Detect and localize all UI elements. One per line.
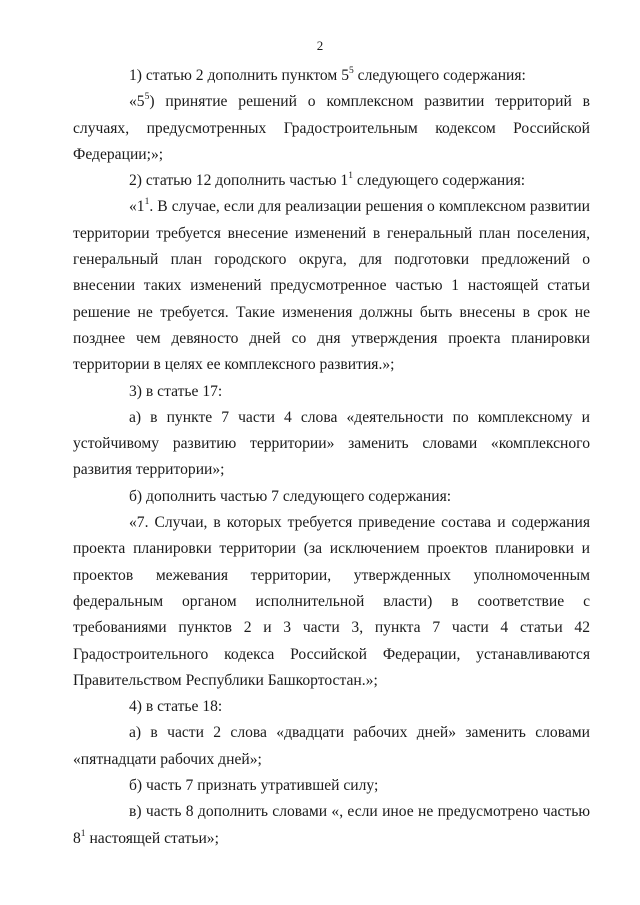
page-number: 2 <box>316 38 324 53</box>
paragraph-item-4c: в) часть 8 дополнить словами «, если иное не предусмотрено частью $8^1$ настоящей статьи»; <box>73 803 590 847</box>
paragraph-item-3: 3) в статье 17: <box>129 382 223 400</box>
paragraph-item-2: 2) статью 12 дополнить частью $1^1$ следующего содержания: <box>129 171 526 190</box>
paragraph-item-3b: б) дополнить частью 7 следующего содержания: <box>129 487 452 505</box>
paragraph-item-1-text: «$5^5$) принятие решений о комплексном развитии территорий в случаях, предусмотренных Градостроительным кодексом Российской Федерации;»; <box>73 92 590 163</box>
document-body <box>73 63 590 852</box>
paragraph-item-2-text: «$1^1$. В случае, если для реализации решения о комплексном развитии территории требуется внесение изменений в генеральный план поселения, генеральный план городского округа, для подготовки предложений о внесении таких изменений предусмотренное частью 1 настоящей статьи решение не требуется. Такие изменения должны быть внесены в срок не позднее чем девяносто дней со дня утверждения проекта планировки территории в целях ее комплексного развития.»; <box>73 197 590 374</box>
paragraph-item-4a: а) в части 2 слова «двадцати рабочих дней» заменить словами «пятнадцати рабочих дней»; <box>73 724 590 768</box>
paragraph-item-4: 4) в статье 18: <box>129 698 223 716</box>
paragraph-item-4b: б) часть 7 признать утратившей силу; <box>129 777 379 795</box>
paragraph-item-1: 1) статью 2 дополнить пунктом $5^5$ следующего содержания: <box>129 66 526 84</box>
paragraph-item-3b-text: «7. Случаи, в которых требуется приведение состава и содержания проекта планировки территории (за исключением проектов планировки и проектов межевания территории, утвержденных уполномоченным федеральным органом исполнительной власти) в соответствие с требованиями пунктов 2 и 3 части 3, пункта 7 части 4 статьи 42 Градостроительного кодекса Российской Федерации, устанавливаются Правительством Республики Башкортостан.»; <box>73 514 590 689</box>
paragraph-item-3a: а) в пункте 7 части 4 слова «деятельности по комплексному и устойчивому развитию территории» заменить словами «комплексного развития территории»; <box>73 408 590 479</box>
